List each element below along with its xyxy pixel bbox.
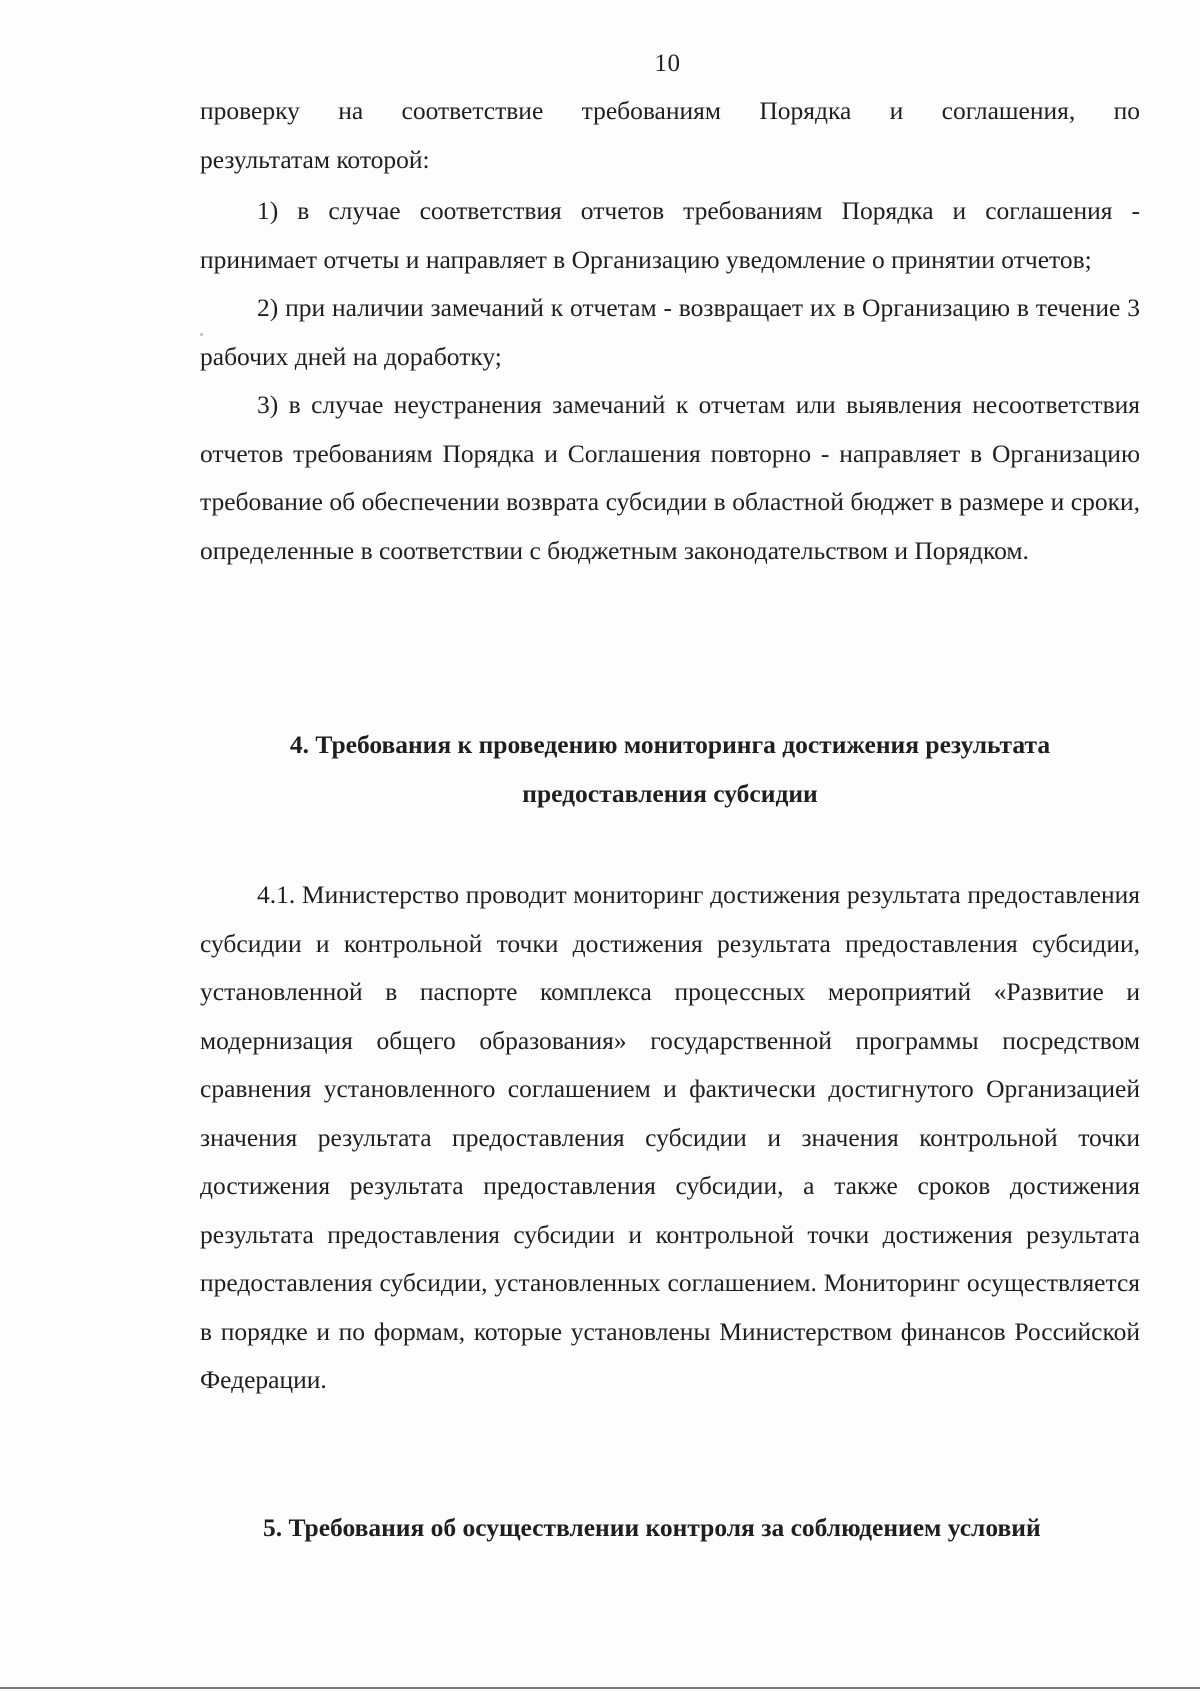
page-number: 10: [654, 50, 681, 77]
bottom-page-edge: [0, 1687, 1200, 1689]
scan-artifact: [200, 333, 203, 336]
list-item: 3) в случае неустранения замечаний к отчетам или выявления несоответствия отчетов требованиям Порядка и Соглашения повторно - направляет в Организацию требование об обеспечении возврата субсидии в областной бюджет в размере и сроки, определенные в соответствии с бюджетным законодательством и Порядком.: [200, 390, 1140, 565]
continued-paragraph: [200, 87, 1140, 184]
continued-paragraph-line-1: проверку на соответствие требованиям Порядка и соглашения, по: [200, 96, 1140, 125]
section-4-heading: [200, 720, 1140, 818]
section-4-heading-line-1: 4. Требования к проведению мониторинга достижения результата: [289, 730, 1051, 759]
list-item: 2) при наличии замечаний к отчетам - возвращает их в Организацию в течение 3 рабочих дней на доработку;: [200, 293, 1140, 371]
continued-paragraph-line-2: результатам которой:: [200, 144, 430, 174]
section-4-heading-line-2: предоставления субсидии: [522, 779, 818, 808]
list-item: 1) в случае соответствия отчетов требованиям Порядка и соглашения - принимает отчеты и направляет в Организацию уведомление о принятии отчетов;: [200, 196, 1140, 274]
section-4-1-paragraph: 4.1. Министерство проводит мониторинг достижения результата предоставления субсидии и контрольной точки достижения результата предоставления субсидии, установленной в паспорте комплекса процессных мероприятий «Развитие и модернизация общего образования» государственной программы посредством сравнения установленного соглашением и фактически достигнутого Организацией значения результата предоставления субсидии и значения контрольной точки достижения результата предоставления субсидии, а также сроков достижения результата предоставления субсидии и контрольной точки достижения результата предоставления субсидии, установленных соглашением. Мониторинг осуществляется в порядке и по формам, которые установлены Министерством финансов Российской Федерации.: [200, 880, 1140, 1394]
numbered-list: [200, 187, 1140, 575]
section-5-heading: 5. Требования об осуществлении контроля за соблюдением условий: [263, 1513, 1041, 1542]
section-4-paragraph-block: [200, 871, 1140, 1405]
